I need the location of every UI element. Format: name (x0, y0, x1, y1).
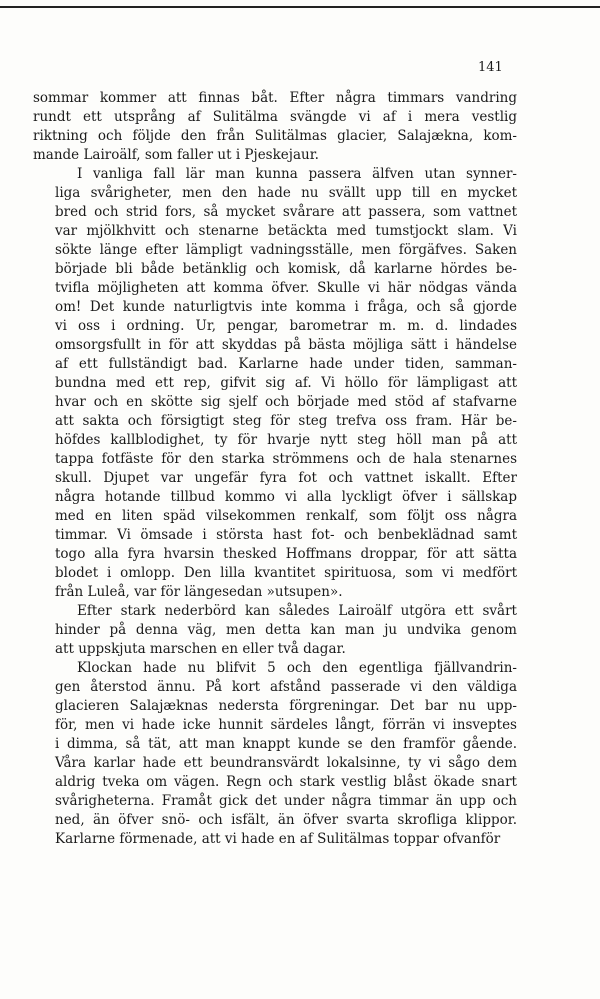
text-line: Efter stark nederbörd kan således Lairoälf utgöra ett svårt (77, 603, 517, 619)
paragraph (33, 89, 517, 165)
text-line: rundt ett utsprång af Sulitälma svängde vi af i mera vestlig (33, 109, 517, 125)
text-line: skull. Djupet var ungefär fyra fot och vattnet iskallt. Efter (55, 470, 517, 486)
paragraph (33, 659, 517, 849)
text-line: vi oss i ordning. Ur, pengar, barometrar m. m. d. lindades (55, 318, 517, 334)
text-line: Karlarne förmenade, att vi hade en af Sulitälmas toppar ofvanför (55, 831, 501, 847)
text-line: några hotande tillbud kommo vi alla lyckligt öfver i sällskap (55, 489, 517, 505)
paragraph (33, 165, 517, 602)
text-line: ned, än öfver snö- och isfält, än öfver svarta skrofliga klippor. (55, 812, 517, 828)
text-line: riktning och följde den från Sulitälmas glacier, Salajækna, kom- (33, 128, 517, 144)
text-line: i dimma, så tät, att man knappt kunde se den framför gående. (55, 736, 517, 752)
text-line: I vanliga fall lär man kunna passera älfven utan synner- (77, 166, 517, 182)
body-text (33, 89, 517, 849)
text-line: bred och strid fors, så mycket svårare att passera, som vattnet (55, 204, 517, 220)
text-line: om! Det kunde naturligtvis inte komma i fråga, och så gjorde (55, 299, 517, 315)
text-line: tappa fotfäste för den starka strömmens och de hala stenarnes (55, 451, 517, 467)
text-line: sökte länge efter lämpligt vadningsställe, men förgäfves. Saken (55, 242, 517, 258)
text-line: svårigheterna. Framåt gick det under några timmar än upp och (55, 793, 517, 809)
text-line: för, men vi hade icke hunnit särdeles långt, förrän vi insveptes (55, 717, 517, 733)
text-line: höfdes kallblodighet, ty för hvarje nytt steg höll man på att (55, 432, 517, 448)
text-line: att sakta och försigtigt steg för steg trefva oss fram. Här be- (55, 413, 517, 429)
text-line: omsorgsfullt in för att skyddas på bästa möjliga sätt i händelse (55, 337, 517, 353)
text-line: timmar. Vi ömsade i största hast fot- och benbeklädnad samt (55, 527, 517, 543)
paragraph (33, 602, 517, 659)
text-line: glacieren Salajæknas nedersta förgreningar. Det bar nu upp- (55, 698, 517, 714)
text-line: sommar kommer att finnas båt. Efter några timmars vandring (33, 90, 517, 106)
text-line: togo alla fyra hvarsin thesked Hoffmans droppar, för att sätta (55, 546, 517, 562)
text-line: Våra karlar hade ett beundransvärdt lokalsinne, ty vi sågo dem (55, 755, 517, 771)
text-line: bundna med ett rep, gifvit sig af. Vi höllo för lämpligast att (55, 375, 517, 391)
text-line: blodet i omlopp. Den lilla kvantitet spirituosa, som vi medfört (55, 565, 517, 581)
text-line: gen återstod ännu. På kort afstånd passerade vi den väldiga (55, 679, 517, 695)
text-line: från Luleå, var för längesedan »utsupen». (55, 584, 343, 600)
text-line: hvar och en skötte sig sjelf och började med stöd af stafvarne (55, 394, 517, 410)
text-line: Klockan hade nu blifvit 5 och den egentliga fjällvandrin- (77, 660, 517, 676)
page-number: 141 (478, 60, 503, 75)
text-line: af ett fullständigt bad. Karlarne hade under tiden, samman- (55, 356, 517, 372)
top-rule (0, 6, 600, 8)
text-line: mande Lairoälf, som faller ut i Pjeskejaur. (33, 147, 319, 163)
text-line: tvifla möjligheten att komma öfver. Skulle vi här nödgas vända (55, 280, 517, 296)
text-line: började bli både betänklig och komisk, då karlarne hördes be- (55, 261, 517, 277)
text-line: liga svårigheter, men den hade nu svällt upp till en mycket (55, 185, 517, 201)
text-line: hinder på denna väg, men detta kan man ju undvika genom (55, 622, 517, 638)
text-line: aldrig tveka om vägen. Regn och stark vestlig blåst ökade snart (55, 774, 517, 790)
text-line: med en liten späd vilsekommen renkalf, som följt oss några (55, 508, 517, 524)
text-line: att uppskjuta marschen en eller två dagar. (55, 641, 346, 657)
text-line: var mjölkhvitt och stenarne betäckta med tumstjockt slam. Vi (55, 223, 517, 239)
